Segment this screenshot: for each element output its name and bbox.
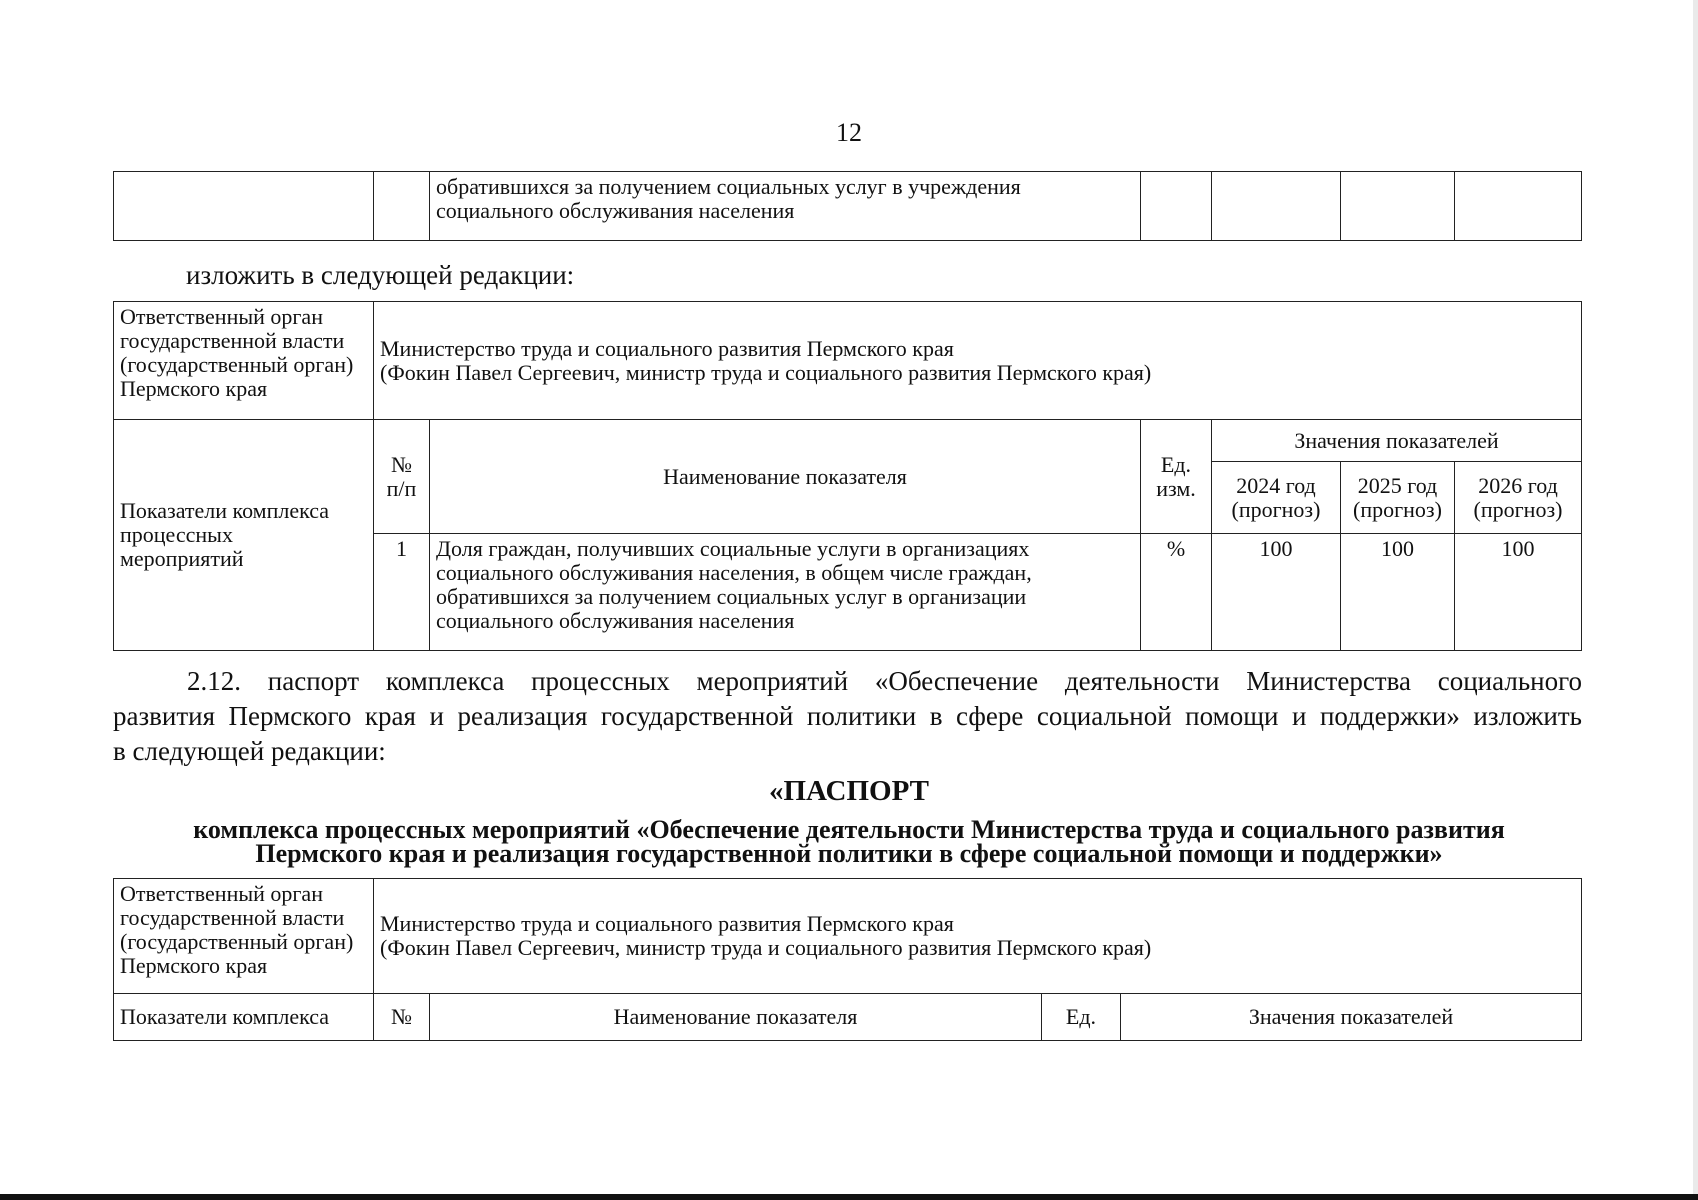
- passport-title: «ПАСПОРТ: [768, 775, 930, 807]
- passport-indicators-label: Показатели комплекса: [114, 994, 374, 1041]
- number-header: № п/п: [374, 420, 430, 534]
- continuation-cell-2: [374, 172, 430, 241]
- year-2026-header: 2026 год (прогноз): [1455, 462, 1582, 534]
- continuation-cell-1: [114, 172, 374, 241]
- indicators-label: Показатели комплекса процессных мероприятий: [114, 420, 374, 651]
- paragraph-line-3: в следующей редакции:: [113, 736, 386, 766]
- passport-unit-header: Ед.: [1042, 994, 1121, 1041]
- paragraph-line-1: 2.12. паспорт комплекса процессных мероприятий «Обеспечение деятельности Министерства социального: [187, 666, 1582, 696]
- passport-org-label: Ответственный орган государственной власти (государственный орган) Пермского края: [114, 879, 374, 994]
- row-value-2026: 100: [1455, 534, 1582, 651]
- continuation-text: обратившихся за получением социальных услуг в учреждения социального обслуживания населения: [430, 172, 1141, 241]
- page-number: 12: [836, 118, 862, 147]
- values-header: Значения показателей: [1212, 420, 1582, 462]
- paragraph-line-2: развития Пермского края и реализация государственной политики в сфере социальной помощи и поддержки» изложить: [113, 701, 1582, 731]
- responsible-org-value: Министерство труда и социального развития Пермского края (Фокин Павел Сергеевич, министр труда и социального развития Пермского края): [374, 302, 1582, 420]
- row-value-2024: 100: [1212, 534, 1341, 651]
- continuation-cell-6: [1341, 172, 1455, 241]
- indicators-table: [113, 301, 1582, 651]
- continuation-cell-4: [1141, 172, 1212, 241]
- scan-border: [0, 1194, 1698, 1200]
- continuation-cell-5: [1212, 172, 1341, 241]
- scan-edge: [1693, 0, 1698, 1200]
- row-unit: %: [1141, 534, 1212, 651]
- indicator-name-header: Наименование показателя: [430, 420, 1141, 534]
- year-2024-header: 2024 год (прогноз): [1212, 462, 1341, 534]
- year-2025-header: 2025 год (прогноз): [1341, 462, 1455, 534]
- passport-org-value: Министерство труда и социального развития Пермского края (Фокин Павел Сергеевич, министр труда и социального развития Пермского края): [374, 879, 1582, 994]
- passport-name-header: Наименование показателя: [430, 994, 1042, 1041]
- passport-values-header: Значения показателей: [1121, 994, 1582, 1041]
- row-number: 1: [374, 534, 430, 651]
- passport-table: [113, 878, 1582, 1041]
- passport-number-header: №: [374, 994, 430, 1041]
- row-value-2025: 100: [1341, 534, 1455, 651]
- intro-text: изложить в следующей редакции:: [186, 260, 575, 290]
- unit-header: Ед. изм.: [1141, 420, 1212, 534]
- responsible-org-label: Ответственный орган государственной власти (государственный орган) Пермского края: [114, 302, 374, 420]
- continuation-table: [113, 171, 1582, 241]
- row-indicator-name: Доля граждан, получивших социальные услуги в организациях социального обслуживания населения, в общем числе граждан, обратившихся за получением социальных услуг в организации социального обслуживания населения: [430, 534, 1141, 651]
- continuation-cell-7: [1455, 172, 1582, 241]
- passport-subtitle: комплекса процессных мероприятий «Обеспечение деятельности Министерства труда и социального развития Пермского края и реализация государственной политики в сфере социальной помощи и поддержки»: [193, 815, 1505, 868]
